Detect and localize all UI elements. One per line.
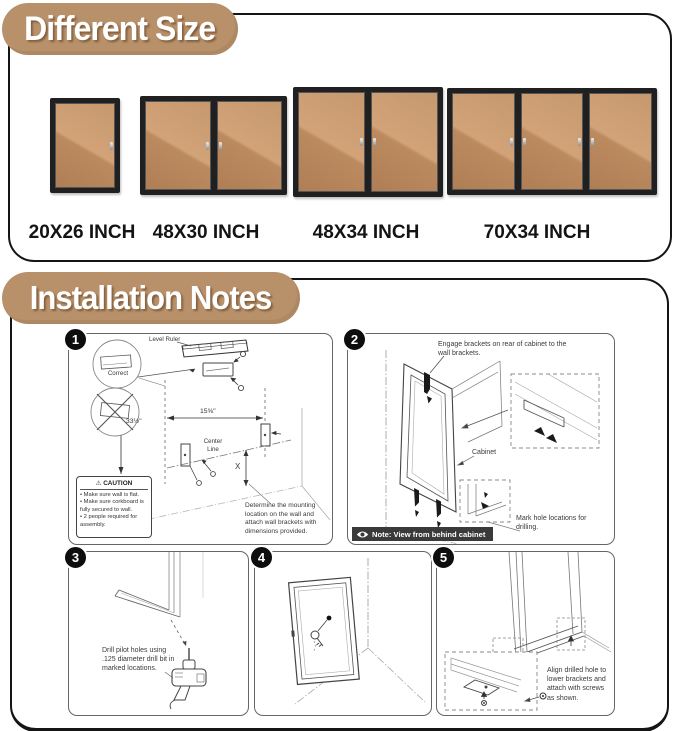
step-5-panel xyxy=(436,551,615,716)
corkboard-48x34 xyxy=(293,87,443,197)
view-note-bar xyxy=(352,527,493,541)
cabinet-bottom-drawing xyxy=(509,552,611,660)
size-label-70x34: 70X34 INCH xyxy=(483,222,591,243)
level-ruler-drawing xyxy=(182,340,248,357)
caution-item: • Make sure wall is flat. xyxy=(80,492,148,499)
correct-label: Correct xyxy=(107,370,129,377)
step-1-instruction: Determine the mounting location on the wall and attach wall brackets with dimensions provided. xyxy=(245,502,317,536)
corkboard-door xyxy=(145,101,211,190)
view-note-text: Note: View from behind cabinet xyxy=(372,529,486,539)
width-dimension-label: 15⅝" xyxy=(200,408,216,415)
corkboard-door xyxy=(55,103,115,188)
caution-item: • Make sure corkboard is fully secured to wall. xyxy=(80,499,148,514)
size-label-48x34: 48X34 INCH xyxy=(312,222,420,243)
eye-icon xyxy=(356,530,369,539)
step-5-instruction: Align drilled hole to lower brackets and attach with screws as shown. xyxy=(547,667,607,702)
step-3-number-badge: 3 xyxy=(63,545,88,570)
different-size-title-badge xyxy=(2,3,238,55)
caution-box xyxy=(76,476,152,538)
step4-lock-key-diagram xyxy=(255,552,431,715)
corkboard-door xyxy=(521,93,584,190)
step-1-number-badge: 1 xyxy=(63,327,88,352)
warning-icon: ⚠ xyxy=(95,480,104,487)
corkboard-door xyxy=(589,93,652,190)
size-label-20x26: 20X26 INCH xyxy=(28,222,136,243)
step3-drill-diagram xyxy=(69,552,248,715)
different-size-title: Different Size xyxy=(24,9,216,48)
correct-detail-drawing xyxy=(93,340,141,388)
caution-item: • 2 people required for assembly. xyxy=(80,514,148,529)
level-ruler-label: Level Ruler xyxy=(149,336,181,343)
corkboard-door xyxy=(452,93,515,190)
corkboard-door xyxy=(298,92,365,192)
center-line-label: Center Line xyxy=(203,438,223,454)
height-dimension-label: 33½" xyxy=(126,418,142,425)
bracket-inset-detail xyxy=(511,374,599,448)
step-3-instruction: Drill pilot holes using .125 diameter drill bit in marked locations. xyxy=(102,647,175,673)
step-2-number-badge: 2 xyxy=(342,327,367,352)
corkboard-70x34 xyxy=(447,88,657,195)
cabinet-label: Cabinet xyxy=(472,449,497,456)
step-5-number-badge: 5 xyxy=(431,545,456,570)
x-dimension-label: X xyxy=(235,462,241,471)
engage-brackets-label: Engage brackets on rear of cabinet to the wall brackets. xyxy=(438,341,567,358)
installation-notes-title: Installation Notes xyxy=(30,279,272,316)
step-3-panel xyxy=(68,551,249,716)
corkboard-48x30 xyxy=(140,96,287,195)
bracket-screw-inset-detail xyxy=(445,652,537,710)
step-2-panel xyxy=(347,333,615,545)
corkboard-door xyxy=(217,101,283,190)
step-4-number-badge: 4 xyxy=(249,545,274,570)
step2-cabinet-rear-diagram xyxy=(348,334,614,544)
lower-bracket-inset-detail xyxy=(460,480,510,522)
size-label-48x30: 48X30 INCH xyxy=(152,222,260,243)
caution-title: ⚠ CAUTION xyxy=(80,479,148,490)
corkboard-20x26 xyxy=(50,98,120,193)
incorrect-detail-drawing xyxy=(91,388,139,436)
step-1-panel xyxy=(68,333,333,545)
corkboard-door xyxy=(371,92,438,192)
step-4-panel xyxy=(254,551,432,716)
mark-holes-label: Mark hole locations for drilling. xyxy=(516,515,587,532)
cabinet-front-drawing xyxy=(287,577,359,684)
installation-notes-title-badge xyxy=(2,272,300,324)
